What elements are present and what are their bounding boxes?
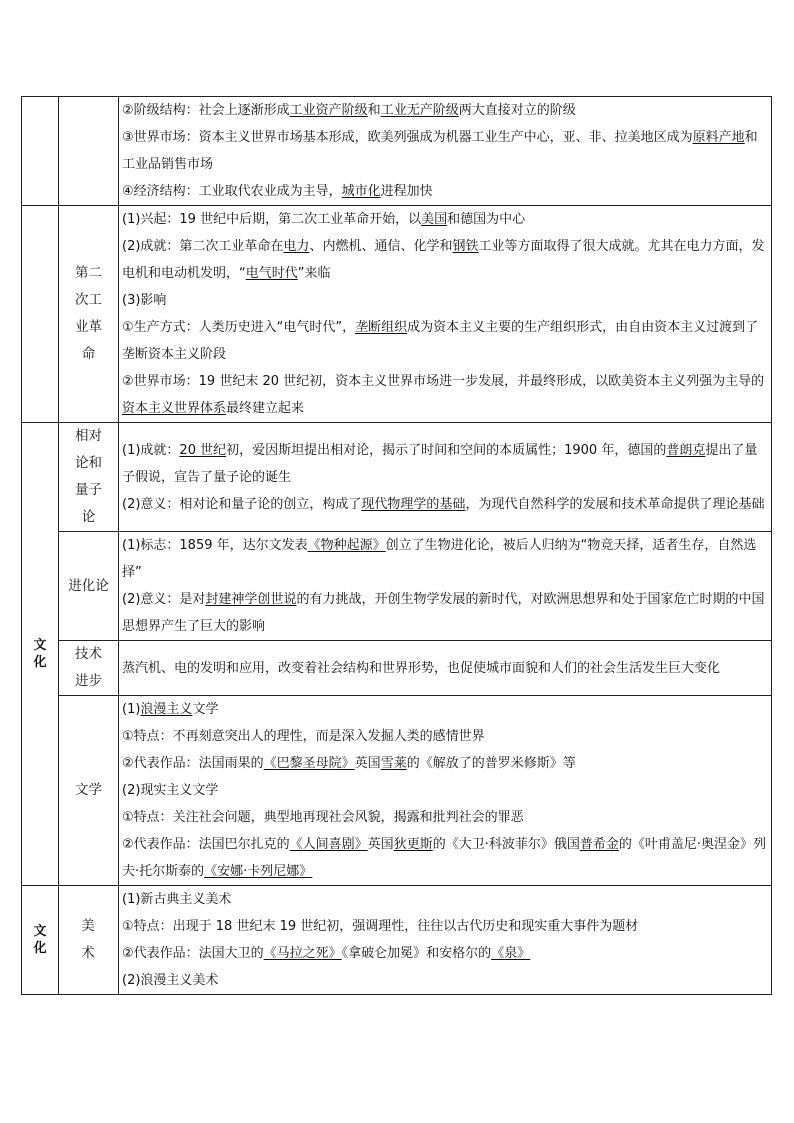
content-table xyxy=(21,96,772,995)
underlined-term: 《物种起源》 xyxy=(307,538,386,553)
text-segment: 英国 xyxy=(354,756,381,771)
text-segment: ②世界市场：19 世纪末 20 世纪初，资本主义世界市场进一步发展，并最终形成，以欧美资本主义列强为主导的 xyxy=(122,374,765,389)
topic-label: 第二次工业革命 xyxy=(75,265,102,362)
underlined-term: 垄断组织 xyxy=(355,320,408,335)
underlined-term: 狄更斯 xyxy=(393,837,433,852)
underlined-term: 浪漫主义 xyxy=(140,702,193,717)
content-cell-fine-arts xyxy=(119,886,772,995)
underlined-term: 电气时代 xyxy=(245,266,298,281)
text-segment: ①特点：不再刻意突出人的理性，而是深入发掘人类的感情世界 xyxy=(122,729,485,744)
underlined-term: 城市化 xyxy=(341,184,381,199)
topic-label: 文学 xyxy=(75,782,102,798)
text-segment: (2)浪漫主义美术 xyxy=(122,973,219,988)
section-cell-culture xyxy=(22,886,59,995)
table-row xyxy=(22,206,772,423)
content-line xyxy=(122,940,768,967)
underlined-term: 普朗克 xyxy=(666,442,706,458)
topic-cell-fine-arts xyxy=(59,886,119,995)
text-segment: ③世界市场：资本主义世界市场基本形成，欧美列强成为机器工业生产中心，亚、非、拉美地区成为 xyxy=(122,130,693,145)
text-segment: (1)成就： xyxy=(122,442,180,458)
content-line xyxy=(122,368,768,422)
text-segment: 工业等方面取得了很大成就。尤其在电力方面，发电机和电动机发明，“ xyxy=(122,239,765,281)
text-segment: (1)兴起：19 世纪中后期，第二次工业革命开始，以 xyxy=(122,212,422,227)
content-line xyxy=(122,437,768,491)
underlined-term: 资本主义世界体系 xyxy=(122,401,227,416)
table-row xyxy=(22,696,772,886)
text-segment: 成为资本主义主要的生产组织形式，由自由资本主义过渡到了垄断资本主义阶段 xyxy=(122,320,759,362)
text-segment: 文学 xyxy=(192,702,219,717)
content-line xyxy=(122,97,768,124)
underlined-term: 钢铁 xyxy=(452,239,479,254)
table-row xyxy=(22,97,772,206)
content-line xyxy=(122,287,768,314)
underlined-term: 美国 xyxy=(421,212,448,227)
content-line xyxy=(122,696,768,723)
topic-label: 进化论 xyxy=(68,577,109,594)
content-line xyxy=(122,967,768,994)
text-segment: ①生产方式：人类历史进入“电气时代”， xyxy=(122,320,356,335)
topic-label: 技术进步 xyxy=(75,646,102,689)
section-label: 文化 xyxy=(33,638,47,670)
content-line xyxy=(122,206,768,233)
content-cell-literature xyxy=(119,696,772,886)
content-line xyxy=(122,750,768,777)
content-line xyxy=(122,124,768,178)
underlined-term: 雪莱 xyxy=(380,756,407,771)
text-segment: ②代表作品：法国雨果的 xyxy=(122,756,264,771)
content-cell-evolution xyxy=(119,532,772,641)
text-segment: ①特点：出现于 18 世纪末 19 世纪初，强调理性，往往以古代历史和现实重大事件为题材 xyxy=(122,919,639,934)
text-segment: 的《解放了的普罗米修斯》等 xyxy=(406,756,576,771)
content-line xyxy=(122,804,768,831)
topic-label: 美术 xyxy=(81,918,96,961)
text-segment: 和工业品销售市场 xyxy=(122,130,758,172)
content-line xyxy=(122,913,768,940)
topic-cell-relativity-quantum xyxy=(59,423,119,532)
underlined-term: 《泉》 xyxy=(491,946,531,961)
text-segment: (1) xyxy=(122,702,141,717)
content-line xyxy=(122,532,768,586)
underlined-term: 工业资产阶级 xyxy=(289,103,368,118)
text-segment: (2)意义：相对论和量子论的创立，构成了 xyxy=(122,496,362,512)
content-line xyxy=(122,655,768,682)
text-segment: 提出了量子假说，宣告了量子论的诞生 xyxy=(122,442,758,485)
text-segment: (3)影响 xyxy=(122,293,167,308)
content-line xyxy=(122,831,768,885)
table-row xyxy=(22,423,772,532)
text-segment: ②代表作品：法国大卫的 xyxy=(122,946,264,961)
topic-cell-tech-progress xyxy=(59,641,119,696)
underlined-term: 封建神学创世说 xyxy=(205,592,297,607)
text-segment: ②阶级结构：社会上逐渐形成 xyxy=(122,103,290,118)
text-segment: 英国 xyxy=(367,837,394,852)
text-segment: ④经济结构：工业取代农业成为主导， xyxy=(122,184,342,199)
content-line xyxy=(122,586,768,640)
content-cell-second-industrial-revolution xyxy=(119,206,772,423)
content-line xyxy=(122,314,768,368)
text-segment: 创立了生物进化论，被后人归纳为“物竞天择，适者生存，自然选择” xyxy=(122,538,757,580)
text-segment: 两大直接对立的阶级 xyxy=(458,103,576,118)
content-line xyxy=(122,491,768,518)
content-cell-relativity-quantum xyxy=(119,423,772,532)
topic-cell-empty xyxy=(59,97,119,206)
section-cell-empty xyxy=(22,97,59,206)
topic-cell-second-industrial-revolution xyxy=(59,206,119,423)
topic-label: 相对论和量子论 xyxy=(75,428,102,525)
underlined-term: 工业无产阶级 xyxy=(380,103,459,118)
table-row xyxy=(22,641,772,696)
content-line xyxy=(122,178,768,205)
text-segment: (1)新古典主义美术 xyxy=(122,892,232,907)
content-line xyxy=(122,777,768,804)
underlined-term: 《人间喜剧》 xyxy=(289,837,368,852)
text-segment: (2)成就：第二次工业革命在 xyxy=(122,239,284,254)
text-segment: 《拿破仑加冕》和安格尔的 xyxy=(341,946,492,961)
underlined-term: 电力 xyxy=(283,239,310,254)
table-row xyxy=(22,532,772,641)
table-row xyxy=(22,886,772,995)
text-segment: 的有力挑战，开创生物学发展的新时代，对欧洲思想界和处于国家危亡时期的中国思想界产生了巨大的影响 xyxy=(122,592,765,634)
text-segment: 初，爱因斯坦提出相对论，揭示了时间和空间的本质属性；1900 年，德国的 xyxy=(226,442,667,458)
text-segment: 和 xyxy=(367,103,381,118)
text-segment: (1)标志：1859 年，达尔文发表 xyxy=(122,538,308,553)
text-segment: 和德国为中心 xyxy=(447,212,526,227)
text-segment: ，为现代自然科学的发展和技术革命提供了理论基础 xyxy=(465,496,765,512)
text-segment: (2)现实主义文学 xyxy=(122,783,219,798)
text-segment: ①特点：关注社会问题，典型地再现社会风貌，揭露和批判社会的罪恶 xyxy=(122,810,524,825)
content-line xyxy=(122,886,768,913)
section-label: 文化 xyxy=(33,924,47,956)
underlined-term: 普希金 xyxy=(579,837,619,852)
underlined-term: 《马拉之死》 xyxy=(263,946,342,961)
section-cell-culture xyxy=(22,423,59,886)
underlined-term: 《安娜·卡列尼娜》 xyxy=(204,864,313,879)
content-line xyxy=(122,233,768,287)
topic-cell-evolution xyxy=(59,532,119,641)
text-segment: ②代表作品：法国巴尔扎克的 xyxy=(122,837,290,852)
text-segment: 的《叶甫盖尼·奥涅金》列夫·托尔斯泰的 xyxy=(122,837,766,879)
content-line xyxy=(122,723,768,750)
content-cell-tech-progress xyxy=(119,641,772,696)
topic-cell-literature xyxy=(59,696,119,886)
underlined-term: 原料产地 xyxy=(692,130,745,145)
underlined-term: 现代物理学的基础 xyxy=(361,496,466,512)
text-segment: 最终建立起来 xyxy=(226,401,305,416)
text-segment: 蒸汽机、电的发明和应用，改变着社会结构和世界形势，也促使城市面貌和人们的社会生活发生巨大变化 xyxy=(122,660,721,676)
section-cell-empty xyxy=(22,206,59,423)
text-segment: (2)意义：是对 xyxy=(122,592,206,607)
text-segment: 的《大卫·科波菲尔》俄国 xyxy=(432,837,580,852)
text-segment: ”来临 xyxy=(297,266,331,281)
content-cell-class-structure xyxy=(119,97,772,206)
text-segment: 、内燃机、通信、化学和 xyxy=(309,239,453,254)
underlined-term: 《巴黎圣母院》 xyxy=(263,756,355,771)
text-segment: 进程加快 xyxy=(380,184,433,199)
underlined-term: 20 世纪 xyxy=(179,442,227,458)
